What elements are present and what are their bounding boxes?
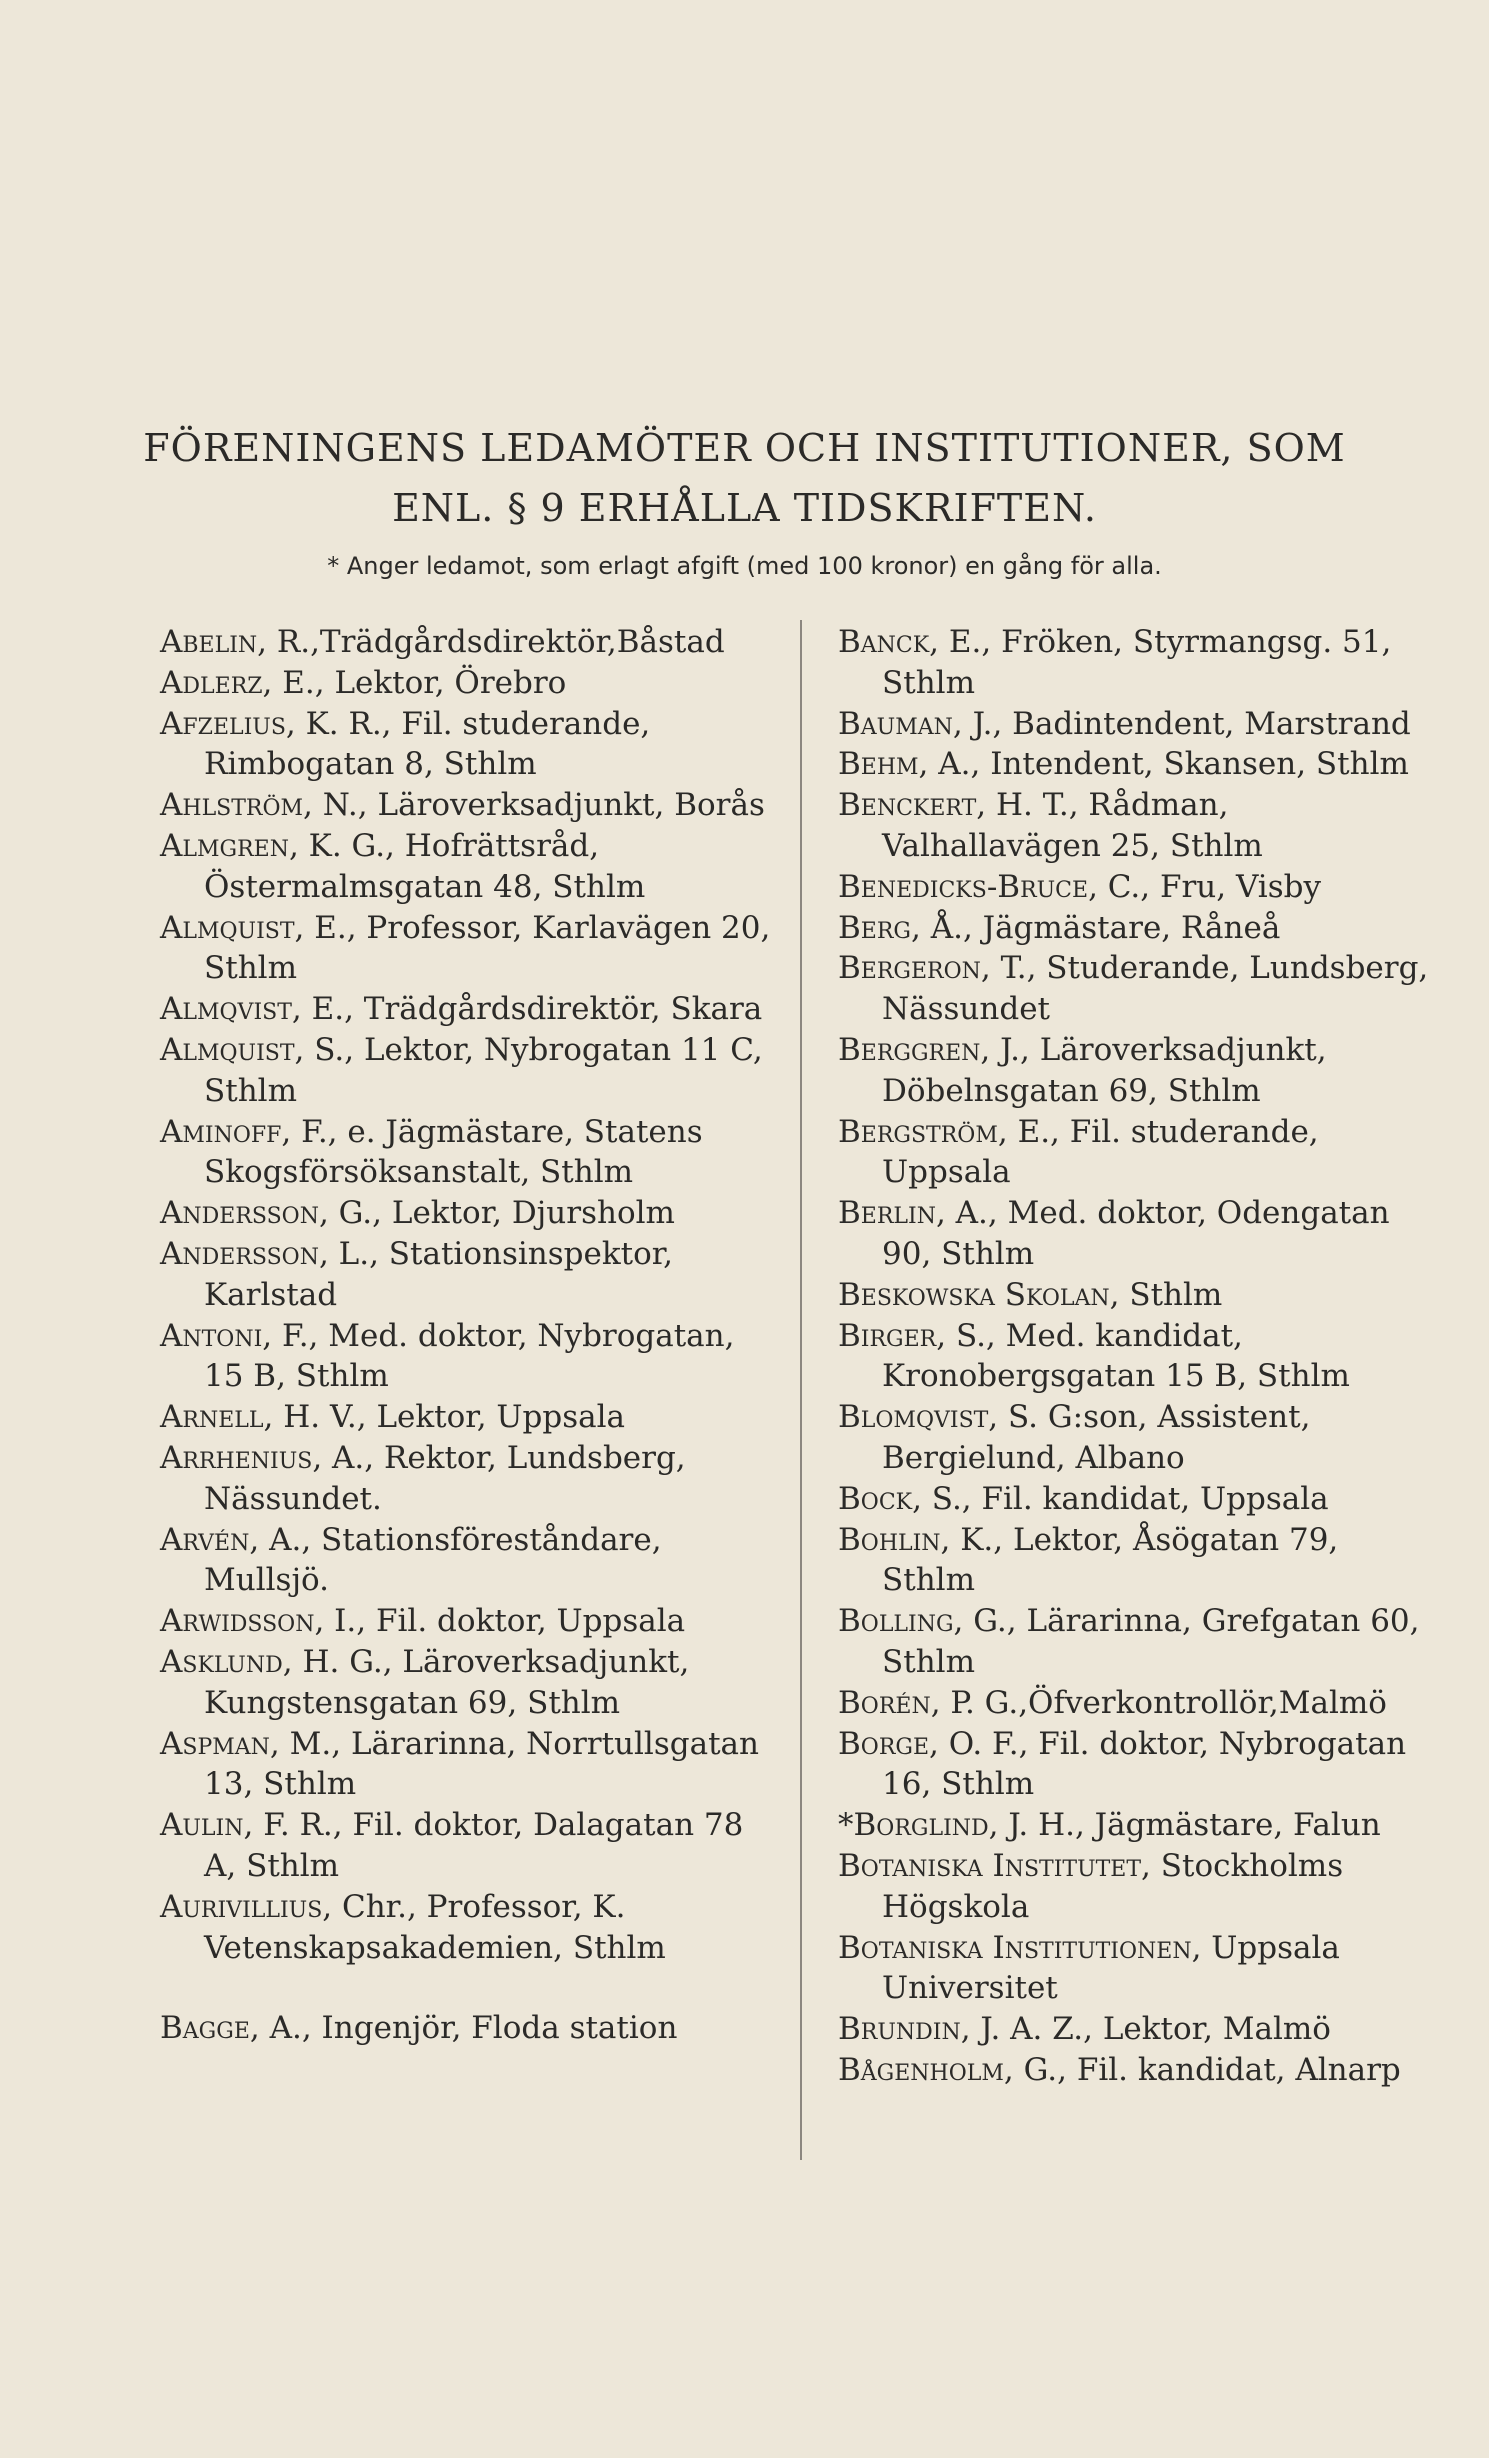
member-details: T., Studerande, Lundsberg, Nässundet xyxy=(882,950,1429,1028)
title-line-1: FÖRENINGENS LEDAMÖTER OCH INSTITUTIONER, SOM xyxy=(143,426,1346,470)
member-details: F., Med. doktor, Nybrogatan, 15 B, Sthlm xyxy=(204,1317,735,1395)
member-details: J. A. Z., Lektor, Malmö xyxy=(970,2011,1331,2048)
member-details: S. G:son, Assistent, Bergielund, Albano xyxy=(882,1399,1311,1476)
member-entry xyxy=(160,1234,772,1316)
member-details: F. R., Fil. doktor, Dalagatan 78 A, Sthlm xyxy=(204,1807,744,1884)
member-entry xyxy=(838,1683,1438,1724)
member-name: Andersson, xyxy=(160,1235,329,1272)
member-entry xyxy=(160,826,772,908)
member-details: A., Stationsföreståndare, Mullsjö. xyxy=(204,1521,662,1599)
member-entry xyxy=(838,704,1438,745)
member-name: Ahlström, xyxy=(160,787,313,824)
member-name: Berlin, xyxy=(838,1195,946,1232)
member-name: Birger, xyxy=(838,1317,947,1354)
member-entry xyxy=(838,1479,1438,1520)
member-name: Beskowska Skolan, xyxy=(838,1276,1120,1313)
member-details: H. G., Läroverksadjunkt, Kungstensgatan 69, Sthlm xyxy=(204,1643,690,1721)
member-details: E., Fil. studerande, Uppsala xyxy=(882,1113,1319,1191)
member-entry xyxy=(838,785,1438,867)
title-line-2: ENL. § 9 ERHÅLLA TIDSKRIFTEN. xyxy=(392,486,1097,530)
member-entry xyxy=(838,622,1438,704)
member-entry xyxy=(838,1601,1438,1683)
member-entry xyxy=(160,1112,772,1194)
member-entry xyxy=(160,908,772,990)
member-name: Borge, xyxy=(838,1725,939,1762)
member-entry xyxy=(160,1316,772,1398)
member-entry xyxy=(838,948,1438,1030)
right-column xyxy=(838,622,1438,2091)
member-name: Benckert, xyxy=(838,787,987,824)
member-name: Asklund, xyxy=(160,1643,293,1680)
member-name: Banck, xyxy=(838,624,940,660)
member-details: G., Fil. kandidat, Alnarp xyxy=(1013,2051,1401,2088)
member-details: N., Läroverksadjunkt, Borås xyxy=(312,787,765,824)
member-details: E., Trädgårdsdirektör, Skara xyxy=(301,991,763,1028)
member-name: Adlerz, xyxy=(160,664,273,701)
member-name: Bolling, xyxy=(838,1603,964,1640)
member-entry xyxy=(838,1316,1438,1398)
left-column xyxy=(160,622,772,2049)
member-name: Almqvist, xyxy=(160,991,302,1028)
member-details: G., Lärarinna, Grefgatan 60, Sthlm xyxy=(882,1603,1420,1680)
member-entry xyxy=(160,1887,772,1969)
member-details: K. R., Fil. studerande, Rimbogatan 8, Sthlm xyxy=(204,705,651,783)
member-name: Blomqvist, xyxy=(838,1399,999,1436)
member-details: A., Med. doktor, Odengatan 90, Sthlm xyxy=(882,1195,1390,1272)
member-name: Berg, xyxy=(838,909,921,946)
member-name: Arnell, xyxy=(160,1399,274,1436)
member-entry xyxy=(160,1805,772,1887)
member-name: Bohlin, xyxy=(838,1521,951,1558)
member-details: I., Fil. doktor, Uppsala xyxy=(324,1603,686,1640)
member-details: A., Rektor, Lundsberg, Nässundet. xyxy=(204,1439,686,1517)
member-details: E., Fröken, Styrmangsg. 51, Sthlm xyxy=(882,624,1392,701)
member-details: K. G., Hofrättsråd, Östermalmsgatan 48, Sthlm xyxy=(204,827,646,905)
member-details: R.,Trädgårdsdirektör,Båstad xyxy=(267,624,725,660)
member-entry xyxy=(838,2009,1438,2050)
member-entry xyxy=(838,1193,1438,1275)
member-details: H. T., Rådman, Valhallavägen 25, Sthlm xyxy=(882,787,1263,864)
member-details: K., Lektor, Åsögatan 79, Sthlm xyxy=(882,1521,1339,1599)
member-name: Benedicks-Bruce, xyxy=(838,868,1098,905)
member-entry xyxy=(160,704,772,786)
member-entry xyxy=(160,1601,772,1642)
member-details: Chr., Professor, K. Vetenskapsakademien, Sthlm xyxy=(204,1888,666,1966)
member-name: Arrhenius, xyxy=(160,1439,323,1476)
member-name: Arvén, xyxy=(160,1521,260,1558)
member-name: Bagge, xyxy=(160,2010,260,2047)
column-divider xyxy=(800,620,802,2160)
member-details: E., Lektor, Örebro xyxy=(272,664,567,701)
member-entry xyxy=(160,663,772,704)
member-entry xyxy=(838,1928,1438,2010)
member-entry xyxy=(160,622,772,663)
member-details: S., Fil. kandidat, Uppsala xyxy=(921,1480,1329,1517)
member-details: F., e. Jägmästare, Statens Skogsförsöksanstalt, Sthlm xyxy=(204,1113,703,1191)
member-entry xyxy=(160,1030,772,1112)
member-details: Sthlm xyxy=(1119,1276,1223,1313)
member-name: Abelin, xyxy=(160,624,268,660)
member-details: C., Fru, Visby xyxy=(1097,868,1321,905)
member-name: Andersson, xyxy=(160,1195,329,1232)
member-name: Almgren, xyxy=(160,827,299,864)
member-details: A., Ingenjör, Floda station xyxy=(259,2010,678,2047)
page-heading xyxy=(0,418,1489,586)
member-details: S., Lektor, Nybrogatan 11 C, Sthlm xyxy=(204,1031,763,1109)
member-name: Aurivillius, xyxy=(160,1888,333,1925)
member-entry xyxy=(838,744,1438,785)
member-name: Bock, xyxy=(838,1480,922,1517)
member-entry xyxy=(160,989,772,1030)
member-entry xyxy=(160,2008,772,2049)
member-entry xyxy=(838,1112,1438,1194)
member-name: Afzelius, xyxy=(160,705,296,742)
member-entry xyxy=(160,1642,772,1724)
subscription-note: * Anger ledamot, som erlagt afgift (med 100 kronor) en gång för alla. xyxy=(327,552,1162,580)
member-details: E., Professor, Karlavägen 20, Sthlm xyxy=(204,909,771,987)
member-details: J. H., Jägmästare, Falun xyxy=(998,1807,1381,1844)
member-entry xyxy=(838,2050,1438,2091)
member-details: Stockholms Högskola xyxy=(882,1847,1344,1925)
member-details: J., Läroverksadjunkt, Döbelnsgatan 69, Sthlm xyxy=(882,1031,1327,1109)
member-name: Arwidsson, xyxy=(160,1603,325,1640)
member-name: Aminoff, xyxy=(160,1113,292,1150)
member-entry xyxy=(160,1397,772,1438)
member-entry xyxy=(838,1724,1438,1806)
member-details: P. G.,Öfverkontrollör,Malmö xyxy=(940,1684,1387,1721)
member-details: H. V., Lektor, Uppsala xyxy=(273,1399,626,1436)
member-entry xyxy=(160,1438,772,1520)
member-name: Bergström, xyxy=(838,1113,1008,1150)
member-details: J., Badintendent, Marstrand xyxy=(962,705,1411,742)
member-name: *Borglind, xyxy=(838,1807,999,1844)
member-details: G., Lektor, Djursholm xyxy=(328,1195,675,1232)
member-entry xyxy=(160,1724,772,1806)
member-entry xyxy=(838,867,1438,908)
member-name: Borén, xyxy=(838,1684,941,1721)
member-name: Botaniska Institutet, xyxy=(838,1847,1151,1884)
member-entry xyxy=(838,1397,1438,1479)
member-name: Bauman, xyxy=(838,705,963,742)
member-name: Bergeron, xyxy=(838,950,991,987)
member-name: Botaniska Institutionen, xyxy=(838,1929,1202,1966)
member-name: Antoni, xyxy=(160,1317,273,1354)
member-name: Almquist, xyxy=(160,909,305,946)
member-details: O. F., Fil. doktor, Nybrogatan 16, Sthlm xyxy=(882,1725,1407,1803)
member-name: Behm, xyxy=(838,746,929,783)
member-entry xyxy=(838,1275,1438,1316)
member-details: S., Med. kandidat, Kronobergsgatan 15 B, Sthlm xyxy=(882,1317,1350,1395)
member-name: Bågenholm, xyxy=(838,2051,1014,2088)
member-name: Aulin, xyxy=(160,1807,254,1844)
member-details: A., Intendent, Skansen, Sthlm xyxy=(928,746,1409,783)
member-details: M., Lärarinna, Norrtullsgatan 13, Sthlm xyxy=(204,1725,759,1803)
member-entry xyxy=(838,908,1438,949)
member-details: L., Stationsinspektor, Karlstad xyxy=(204,1235,674,1313)
member-entry xyxy=(838,1030,1438,1112)
member-name: Brundin, xyxy=(838,2011,971,2048)
member-details: Uppsala Universitet xyxy=(882,1929,1340,2007)
member-entry xyxy=(160,785,772,826)
member-details: Å., Jägmästare, Råneå xyxy=(920,909,1281,946)
member-name: Berggren, xyxy=(838,1031,991,1068)
member-entry xyxy=(838,1520,1438,1602)
member-entry xyxy=(838,1805,1438,1846)
member-entry xyxy=(160,1520,772,1602)
member-name: Almquist, xyxy=(160,1031,305,1068)
member-entry xyxy=(160,1193,772,1234)
member-entry xyxy=(838,1846,1438,1928)
member-name: Aspman, xyxy=(160,1725,280,1762)
